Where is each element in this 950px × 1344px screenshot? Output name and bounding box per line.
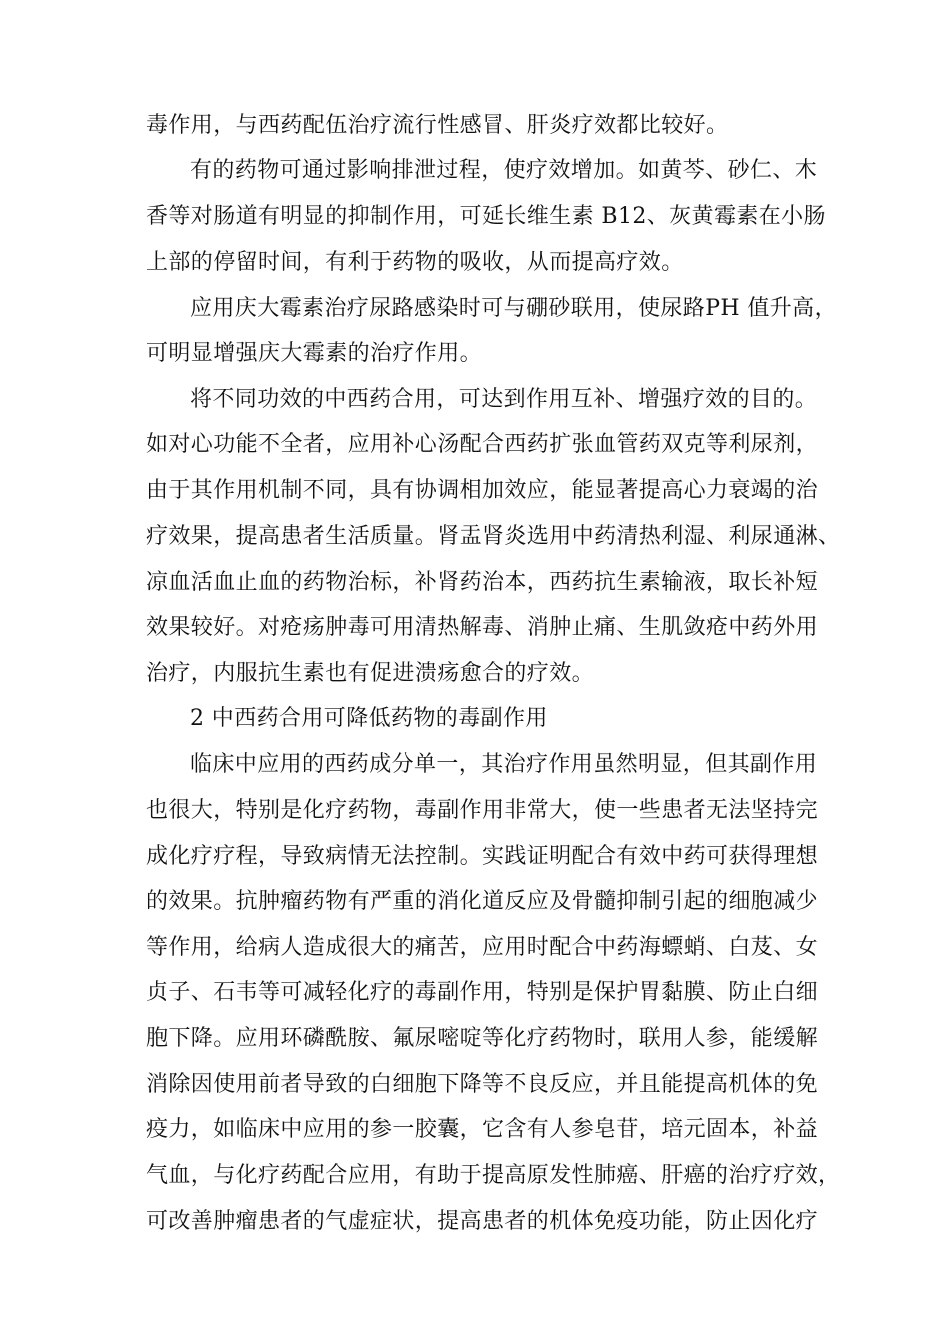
text-line: 可改善肿瘤患者的气虚症状，提高患者的机体免疫功能，防止因化疗 <box>146 1209 819 1234</box>
text-line: 香等对肠道有明显的抑制作用，可延长维生素 B12、灰黄霉素在小肠 <box>146 204 826 229</box>
text-line: 气血，与化疗药配合应用，有助于提高原发性肺癌、肝癌的治疗疗效， <box>146 1163 841 1188</box>
paragraph-first-line: 将不同功效的中西药合用，可达到作用互补、增强疗效的目的。 <box>190 387 818 412</box>
text-line: 疫力，如临床中应用的参一胶囊，它含有人参皂苷，培元固本，补益 <box>146 1117 819 1142</box>
text-line: 成化疗疗程，导致病情无法控制。实践证明配合有效中药可获得理想 <box>146 844 819 869</box>
text-line: 毒作用，与西药配伍治疗流行性感冒、肝炎疗效都比较好。 <box>146 113 729 138</box>
text-line: 可明显增强庆大霉素的治疗作用。 <box>146 341 483 366</box>
text-line: 胞下降。应用环磷酰胺、氟尿嘧啶等化疗药物时，联用人参，能缓解 <box>146 1026 819 1051</box>
text-line: 也很大，特别是化疗药物，毒副作用非常大，使一些患者无法坚持完 <box>146 798 819 823</box>
text-line: 贞子、石韦等可减轻化疗的毒副作用，特别是保护胃黏膜、防止白细 <box>146 980 819 1005</box>
text-line: 效果较好。对疮疡肿毒可用清热解毒、消肿止痛、生肌敛疮中药外用 <box>146 615 819 640</box>
section-heading: 2 中西药合用可降低药物的毒副作用 <box>190 706 548 731</box>
text-line: 疗效果，提高患者生活质量。肾盂肾炎选用中药清热利湿、利尿通淋、 <box>146 524 841 549</box>
text-line: 上部的停留时间，有利于药物的吸收，从而提高疗效。 <box>146 250 684 275</box>
text-line: 等作用，给病人造成很大的痛苦，应用时配合中药海螵蛸、白芨、女 <box>146 935 819 960</box>
paragraph-first-line: 有的药物可通过影响排泄过程，使疗效增加。如黄芩、砂仁、木 <box>190 158 818 183</box>
text-line: 治疗，内服抗生素也有促进溃疡愈合的疗效。 <box>146 661 595 686</box>
paragraph-first-line: 临床中应用的西药成分单一，其治疗作用虽然明显，但其副作用 <box>190 752 818 777</box>
text-line: 由于其作用机制不同，具有协调相加效应，能显著提高心力衰竭的治 <box>146 478 819 503</box>
text-line: 如对心功能不全者，应用补心汤配合西药扩张血管药双克等利尿剂， <box>146 432 819 457</box>
text-line: 凉血活血止血的药物治标，补肾药治本，西药抗生素输液，取长补短 <box>146 570 819 595</box>
paragraph-first-line: 应用庆大霉素治疗尿路感染时可与硼砂联用，使尿路PH 值升高， <box>190 296 837 321</box>
text-line: 的效果。抗肿瘤药物有严重的消化道反应及骨髓抑制引起的细胞减少 <box>146 889 819 914</box>
text-line: 消除因使用前者导致的白细胞下降等不良反应，并且能提高机体的免 <box>146 1072 819 1097</box>
